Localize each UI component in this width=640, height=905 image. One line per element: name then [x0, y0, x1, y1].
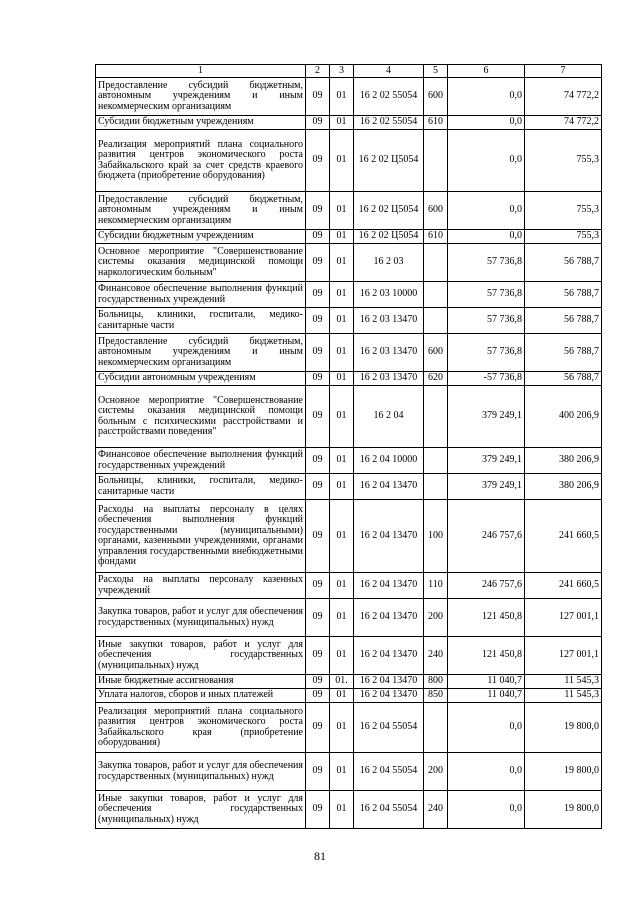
- cell-target-article: 16 2 04 13470: [354, 675, 424, 689]
- cell-subsection: 01: [330, 573, 354, 599]
- cell-expense-type: 200: [424, 753, 448, 791]
- cell-section: 09: [306, 703, 330, 753]
- cell-target-article: 16 2 03 13470: [354, 308, 424, 334]
- cell-amount-col6: 57 736,8: [448, 308, 525, 334]
- cell-expense-type: [424, 244, 448, 282]
- cell-subsection: 01: [330, 599, 354, 637]
- cell-subsection: 01.: [330, 675, 354, 689]
- cell-section: 09: [306, 448, 330, 474]
- column-header: 2: [306, 65, 330, 78]
- table-header-row: [96, 65, 602, 78]
- cell-amount-col6: 246 757,6: [448, 573, 525, 599]
- cell-section: 09: [306, 675, 330, 689]
- table-row: [96, 244, 602, 282]
- cell-subsection: 01: [330, 448, 354, 474]
- cell-expense-type: 610: [424, 230, 448, 244]
- table-row: [96, 500, 602, 573]
- cell-subsection: 01: [330, 334, 354, 372]
- cell-amount-col6: 57 736,8: [448, 282, 525, 308]
- cell-section: 09: [306, 372, 330, 386]
- row-description: Иные закупки товаров, работ и услуг для обеспечения государственных (муниципальных) нужд: [96, 791, 306, 829]
- cell-section: 09: [306, 573, 330, 599]
- row-description: Уплата налогов, сборов и иных платежей: [96, 689, 306, 703]
- cell-amount-col6: 0,0: [448, 230, 525, 244]
- cell-target-article: 16 2 03 13470: [354, 334, 424, 372]
- page-number: 81: [314, 849, 326, 863]
- table-row: [96, 573, 602, 599]
- cell-target-article: 16 2 04 55054: [354, 703, 424, 753]
- cell-subsection: 01: [330, 386, 354, 448]
- cell-amount-col7: 755,3: [525, 130, 602, 192]
- cell-amount-col7: 127 001,1: [525, 599, 602, 637]
- table-row: [96, 230, 602, 244]
- cell-amount-col6: 0,0: [448, 192, 525, 230]
- cell-expense-type: 800: [424, 675, 448, 689]
- cell-subsection: 01: [330, 116, 354, 130]
- cell-expense-type: 620: [424, 372, 448, 386]
- cell-subsection: 01: [330, 703, 354, 753]
- cell-amount-col6: 57 736,8: [448, 244, 525, 282]
- row-description: Субсидии автономным учреждениям: [96, 372, 306, 386]
- cell-expense-type: 850: [424, 689, 448, 703]
- cell-amount-col7: 755,3: [525, 192, 602, 230]
- column-header: 3: [330, 65, 354, 78]
- cell-subsection: 01: [330, 474, 354, 500]
- row-description: Иные закупки товаров, работ и услуг для обеспечения государственных (муниципальных) нужд: [96, 637, 306, 675]
- cell-expense-type: 600: [424, 192, 448, 230]
- column-header: 6: [448, 65, 525, 78]
- row-description: Финансовое обеспечение выполнения функций государственных учреждений: [96, 448, 306, 474]
- cell-amount-col6: 0,0: [448, 703, 525, 753]
- cell-amount-col7: 74 772,2: [525, 116, 602, 130]
- cell-section: 09: [306, 791, 330, 829]
- table-body: [96, 78, 602, 829]
- cell-subsection: 01: [330, 500, 354, 573]
- cell-section: 09: [306, 130, 330, 192]
- cell-expense-type: [424, 474, 448, 500]
- cell-target-article: 16 2 02 Ц5054: [354, 130, 424, 192]
- row-description: Основное мероприятие "Совершенствование системы оказания медицинской помощи наркологическим больным": [96, 244, 306, 282]
- cell-amount-col7: 380 206,9: [525, 474, 602, 500]
- cell-amount-col6: 57 736,8: [448, 334, 525, 372]
- cell-target-article: 16 2 04 13470: [354, 500, 424, 573]
- row-description: Финансовое обеспечение выполнения функций государственных учреждений: [96, 282, 306, 308]
- cell-subsection: 01: [330, 753, 354, 791]
- table-row: [96, 192, 602, 230]
- cell-amount-col7: 241 660,5: [525, 573, 602, 599]
- cell-amount-col7: 19 800,0: [525, 703, 602, 753]
- cell-amount-col7: 11 545,3: [525, 675, 602, 689]
- table-row: [96, 372, 602, 386]
- cell-amount-col7: 755,3: [525, 230, 602, 244]
- cell-subsection: 01: [330, 78, 354, 116]
- cell-expense-type: 200: [424, 599, 448, 637]
- cell-section: 09: [306, 192, 330, 230]
- cell-target-article: 16 2 03 13470: [354, 372, 424, 386]
- cell-amount-col7: 74 772,2: [525, 78, 602, 116]
- row-description: Реализация мероприятий плана социального развития центров экономического роста Забайкальского края (приобретение оборудования): [96, 703, 306, 753]
- cell-amount-col6: 246 757,6: [448, 500, 525, 573]
- cell-amount-col7: 56 788,7: [525, 372, 602, 386]
- table-row: [96, 791, 602, 829]
- cell-section: 09: [306, 637, 330, 675]
- cell-amount-col6: 0,0: [448, 130, 525, 192]
- cell-target-article: 16 2 04 10000: [354, 448, 424, 474]
- table-row: [96, 334, 602, 372]
- cell-section: 09: [306, 78, 330, 116]
- budget-table: [95, 64, 602, 829]
- cell-expense-type: [424, 386, 448, 448]
- cell-amount-col6: 0,0: [448, 78, 525, 116]
- cell-target-article: 16 2 04 13470: [354, 573, 424, 599]
- table-row: [96, 78, 602, 116]
- table-row: [96, 386, 602, 448]
- cell-target-article: 16 2 04 13470: [354, 637, 424, 675]
- cell-target-article: 16 2 04 55054: [354, 753, 424, 791]
- row-description: Предоставление субсидий бюджетным, автономным учреждениям и иным некоммерческим организациям: [96, 78, 306, 116]
- row-description: Больницы, клиники, госпитали, медико-санитарные части: [96, 474, 306, 500]
- cell-amount-col7: 380 206,9: [525, 448, 602, 474]
- cell-section: 09: [306, 500, 330, 573]
- row-description: Расходы на выплаты персоналу в целях обеспечения выполнения функций государственными (муниципальными) органами, казенными учреждениями, органами управления государственными внебюджетными фондами: [96, 500, 306, 573]
- row-description: Реализация мероприятий плана социального развития центров экономического роста Забайкальского край за счет средств краевого бюджета (приобретение оборудования): [96, 130, 306, 192]
- cell-expense-type: 600: [424, 78, 448, 116]
- cell-amount-col6: 379 249,1: [448, 386, 525, 448]
- cell-amount-col7: 56 788,7: [525, 334, 602, 372]
- row-description: Расходы на выплаты персоналу казенных учреждений: [96, 573, 306, 599]
- cell-section: 09: [306, 599, 330, 637]
- table-row: [96, 675, 602, 689]
- cell-target-article: 16 2 03 10000: [354, 282, 424, 308]
- table-row: [96, 689, 602, 703]
- row-description: Закупка товаров, работ и услуг для обеспечения государственных (муниципальных) нужд: [96, 753, 306, 791]
- cell-target-article: 16 2 02 Ц5054: [354, 192, 424, 230]
- cell-amount-col6: 11 040,7: [448, 675, 525, 689]
- cell-subsection: 01: [330, 192, 354, 230]
- row-description: Предоставление субсидий бюджетным, автономным учреждениям и иным некоммерческим организациям: [96, 334, 306, 372]
- cell-target-article: 16 2 02 55054: [354, 116, 424, 130]
- cell-amount-col7: 241 660,5: [525, 500, 602, 573]
- table-row: [96, 116, 602, 130]
- column-header: 5: [424, 65, 448, 78]
- row-description: Основное мероприятие "Совершенствование системы оказания медицинской помощи больным с психическими расстройствами и расстройствами поведения": [96, 386, 306, 448]
- cell-expense-type: 100: [424, 500, 448, 573]
- cell-amount-col6: 0,0: [448, 791, 525, 829]
- table-row: [96, 282, 602, 308]
- row-description: Закупка товаров, работ и услуг для обеспечения государственных (муниципальных) нужд: [96, 599, 306, 637]
- cell-amount-col6: 11 040,7: [448, 689, 525, 703]
- cell-amount-col6: 379 249,1: [448, 448, 525, 474]
- table-row: [96, 637, 602, 675]
- cell-amount-col6: 121 450,8: [448, 637, 525, 675]
- cell-target-article: 16 2 02 Ц5054: [354, 230, 424, 244]
- cell-target-article: 16 2 04 13470: [354, 474, 424, 500]
- cell-expense-type: 110: [424, 573, 448, 599]
- cell-subsection: 01: [330, 308, 354, 334]
- cell-section: 09: [306, 689, 330, 703]
- cell-section: 09: [306, 308, 330, 334]
- row-description: Иные бюджетные ассигнования: [96, 675, 306, 689]
- cell-expense-type: [424, 448, 448, 474]
- cell-subsection: 01: [330, 689, 354, 703]
- cell-subsection: 01: [330, 791, 354, 829]
- cell-subsection: 01: [330, 372, 354, 386]
- cell-section: 09: [306, 753, 330, 791]
- column-header: 1: [96, 65, 306, 78]
- cell-section: 09: [306, 230, 330, 244]
- cell-amount-col6: 0,0: [448, 753, 525, 791]
- cell-target-article: 16 2 04 13470: [354, 599, 424, 637]
- table-row: [96, 703, 602, 753]
- cell-section: 09: [306, 282, 330, 308]
- cell-section: 09: [306, 116, 330, 130]
- row-description: Больницы, клиники, госпитали, медико-санитарные части: [96, 308, 306, 334]
- cell-target-article: 16 2 04: [354, 386, 424, 448]
- cell-subsection: 01: [330, 282, 354, 308]
- table-row: [96, 308, 602, 334]
- cell-section: 09: [306, 334, 330, 372]
- column-header: 7: [525, 65, 602, 78]
- cell-section: 09: [306, 386, 330, 448]
- cell-subsection: 01: [330, 130, 354, 192]
- cell-amount-col6: -57 736,8: [448, 372, 525, 386]
- table-row: [96, 753, 602, 791]
- cell-target-article: 16 2 02 55054: [354, 78, 424, 116]
- cell-amount-col7: 56 788,7: [525, 244, 602, 282]
- cell-amount-col7: 19 800,0: [525, 753, 602, 791]
- cell-amount-col7: 19 800,0: [525, 791, 602, 829]
- cell-section: 09: [306, 474, 330, 500]
- cell-amount-col7: 56 788,7: [525, 308, 602, 334]
- cell-amount-col7: 11 545,3: [525, 689, 602, 703]
- row-description: Предоставление субсидий бюджетным, автономным учреждениям и иным некоммерческим организациям: [96, 192, 306, 230]
- cell-expense-type: 240: [424, 791, 448, 829]
- table-row: [96, 448, 602, 474]
- cell-amount-col6: 121 450,8: [448, 599, 525, 637]
- cell-target-article: 16 2 04 55054: [354, 791, 424, 829]
- cell-subsection: 01: [330, 637, 354, 675]
- cell-expense-type: 610: [424, 116, 448, 130]
- row-description: Субсидии бюджетным учреждениям: [96, 116, 306, 130]
- cell-amount-col6: 0,0: [448, 116, 525, 130]
- cell-target-article: 16 2 04 13470: [354, 689, 424, 703]
- cell-expense-type: [424, 308, 448, 334]
- cell-amount-col6: 379 249,1: [448, 474, 525, 500]
- cell-expense-type: [424, 703, 448, 753]
- cell-subsection: 01: [330, 244, 354, 282]
- cell-target-article: 16 2 03: [354, 244, 424, 282]
- table-row: [96, 130, 602, 192]
- cell-expense-type: [424, 130, 448, 192]
- cell-expense-type: 600: [424, 334, 448, 372]
- cell-expense-type: [424, 282, 448, 308]
- cell-expense-type: 240: [424, 637, 448, 675]
- cell-amount-col7: 127 001,1: [525, 637, 602, 675]
- row-description: Субсидии бюджетным учреждениям: [96, 230, 306, 244]
- cell-section: 09: [306, 244, 330, 282]
- cell-subsection: 01: [330, 230, 354, 244]
- cell-amount-col7: 56 788,7: [525, 282, 602, 308]
- column-header: 4: [354, 65, 424, 78]
- table-row: [96, 599, 602, 637]
- cell-amount-col7: 400 206,9: [525, 386, 602, 448]
- table-row: [96, 474, 602, 500]
